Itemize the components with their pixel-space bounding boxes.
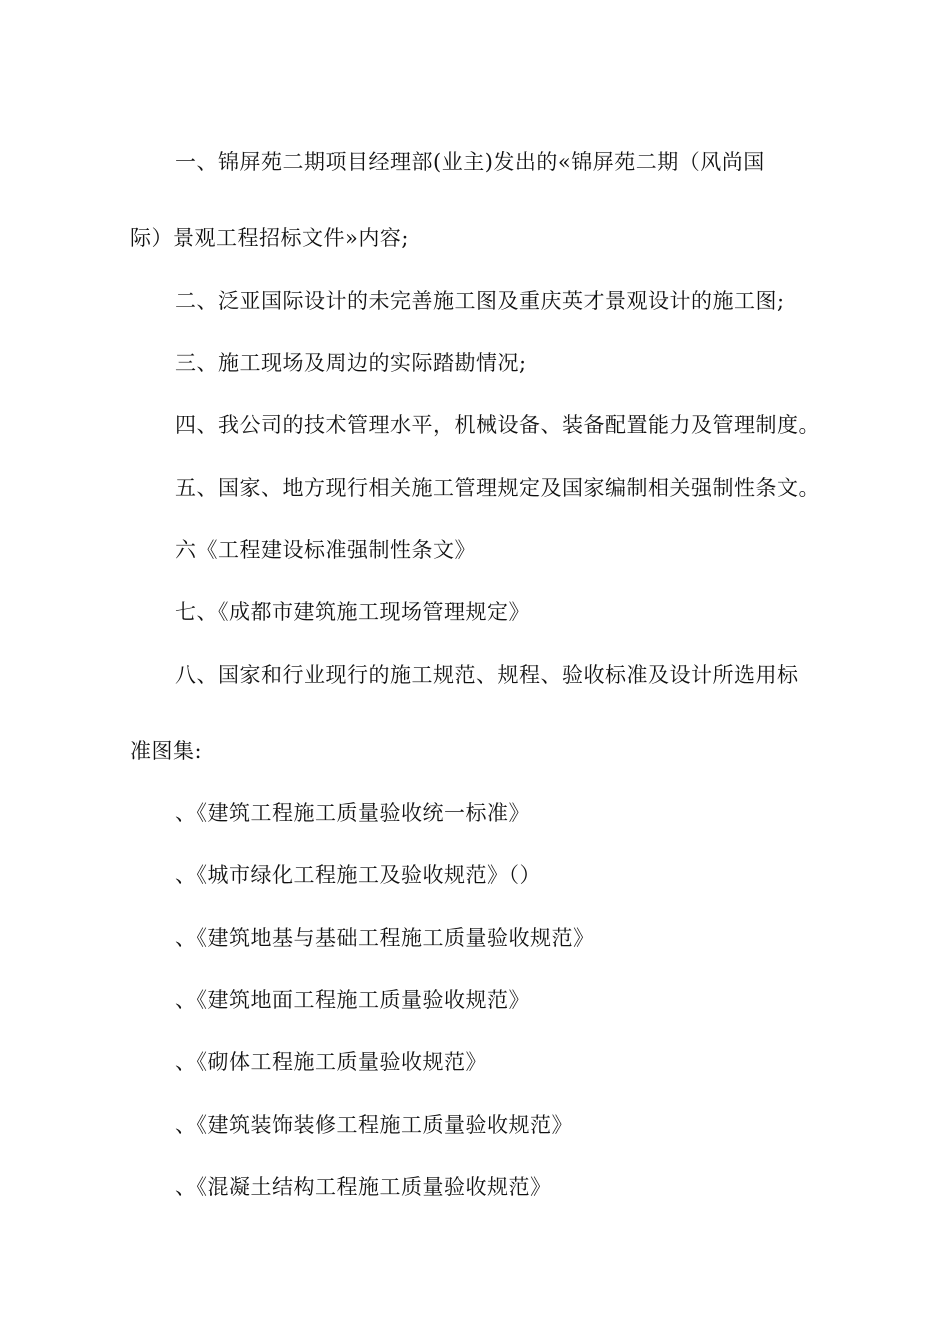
paragraph-line-10: 准图集: [130,739,203,763]
paragraph-line-7: 六《工程建设标准强制性条文》 [175,538,476,562]
paragraph-line-4: 三、施工现场及周边的实际踏勘情况; [175,351,527,375]
paragraph-line-6: 五、国家、地方现行相关施工管理规定及国家编制相关强制性条文。 [175,476,820,500]
paragraph-line-3: 二、泛亚国际设计的未完善施工图及重庆英才景观设计的施工图; [175,289,785,313]
standard-item-3: 、《建筑地基与基础工程施工质量验收规范》 [175,926,595,950]
standard-item-2: 、《城市绿化工程施工及验收规范》（） [175,863,541,887]
paragraph-line-2: 际）景观工程招标文件»内容; [130,226,409,250]
paragraph-line-8: 七、《成都市建筑施工现场管理规定》 [175,600,530,624]
standard-item-4: 、《建筑地面工程施工质量验收规范》 [175,988,530,1012]
standard-item-7: 、《混凝土结构工程施工质量验收规范》 [175,1175,552,1199]
paragraph-line-1: 一、锦屏苑二期项目经理部(业主)发出的«锦屏苑二期（风尚国 [175,150,765,174]
paragraph-line-5: 四、我公司的技术管理水平，机械设备、装备配置能力及管理制度。 [175,413,820,437]
standard-item-6: 、《建筑装饰装修工程施工质量验收规范》 [175,1113,573,1137]
paragraph-line-9: 八、国家和行业现行的施工规范、规程、验收标准及设计所选用标 [175,663,799,687]
standard-item-1: 、《建筑工程施工质量验收统一标准》 [175,801,530,825]
standard-item-5: 、《砌体工程施工质量验收规范》 [175,1050,487,1074]
